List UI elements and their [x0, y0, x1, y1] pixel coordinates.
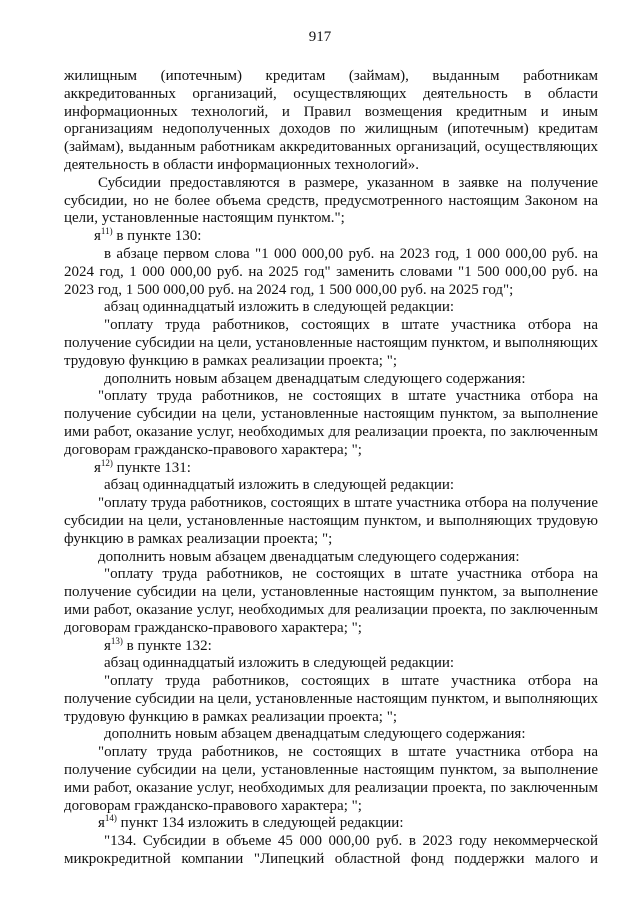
page-number: 917: [308, 29, 332, 45]
item-text: в пункте 130:: [112, 228, 202, 245]
document-body: [64, 68, 598, 869]
item-text: пункте 131:: [112, 459, 191, 476]
list-item-marker: [64, 457, 598, 478]
paragraph: "оплату труда работников, состоящих в штате участника отбора на получение субсидии на цели, установленные настоящим пунктом, и выполняющих трудовую функцию в рамках реализации проекта; ";: [64, 495, 598, 547]
item-number: 11): [100, 226, 113, 237]
paragraph: жилищным (ипотечным) кредитам (займам), выданным работникам аккредитованных организаций, осуществляющих деятельность в области информационных технологий, и Правил возмещения кредитным и иным организациям недополученных доходов по жилищным (ипотечным) кредитам (займам), выданным работникам аккредитованных организаций, осуществляющих деятельность в области информационных технологий».: [64, 68, 598, 173]
list-item-marker: [64, 228, 598, 246]
list-item-marker: [64, 815, 598, 833]
paragraph: в абзаце первом слова "1 000 000,00 руб. на 2023 год, 1 000 000,00 руб. на 2024 год, 1 000 000,00 руб. на 2025 год" заменить словами "1 500 000,00 руб. на 2023 год, 1 500 000,00 руб. на 2024 год, 1 500 000,00 руб. на 2025 год";: [64, 245, 598, 298]
item-letter: я: [98, 815, 105, 832]
paragraph: "оплату труда работников, состоящих в штате участника отбора на получение субсидии на цели, установленные настоящим пунктом, и выполняющих трудовую функцию в рамках реализации проекта; ";: [64, 673, 598, 725]
item-letter: я: [94, 228, 101, 245]
paragraph: абзац одиннадцатый изложить в следующей редакции:: [104, 299, 455, 316]
item-letter: я: [94, 459, 101, 476]
paragraph: "134. Субсидии в объеме 45 000 000,00 руб. в 2023 году некоммерческой микрокредитной компании "Липецкий областной фонд поддержки малого и: [64, 833, 598, 868]
paragraph: дополнить новым абзацем двенадцатым следующего содержания:: [104, 370, 526, 387]
item-text: пункт 134 изложить в следующей редакции:: [116, 815, 404, 832]
paragraph: Субсидии предоставляются в размере, указанном в заявке на получение субсидии, но не более объема средств, предусмотренного настоящим Законом на цели, установленные настоящим пунктом.";: [64, 174, 598, 227]
item-number: 14): [104, 813, 117, 824]
paragraph: абзац одиннадцатый изложить в следующей редакции:: [104, 655, 455, 672]
item-number: 13): [110, 635, 123, 646]
paragraph: "оплату труда работников, состоящих в штате участника отбора на получение субсидии на цели, установленные настоящим пунктом, и выполняющих трудовую функцию в рамках реализации проекта; ";: [64, 317, 598, 369]
paragraph: дополнить новым абзацем двенадцатым следующего содержания:: [104, 726, 526, 743]
item-letter: я: [104, 637, 111, 654]
item-number: 12): [100, 457, 113, 468]
item-text: в пункте 132:: [122, 637, 212, 654]
paragraph: "оплату труда работников, не состоящих в штате участника отбора на получение субсидии на цели, установленные настоящим пунктом, за выполнение ими работ, оказание услуг, необходимых для реализации проекта, по заключенным договорам гражданско-правового характера; ";: [64, 388, 598, 458]
paragraph: дополнить новым абзацем двенадцатым следующего содержания:: [98, 548, 520, 565]
paragraph: абзац одиннадцатый изложить в следующей редакции:: [104, 477, 455, 494]
list-item-marker: [64, 635, 598, 656]
paragraph: "оплату труда работников, не состоящих в штате участника отбора на получение субсидии на цели, установленные настоящим пунктом, за выполнение ими работ, оказание услуг, необходимых для реализации проекта, по заключенным договорам гражданско-правового характера; ";: [64, 566, 598, 636]
paragraph: "оплату труда работников, не состоящих в штате участника отбора на получение субсидии на цели, установленные настоящим пунктом, за выполнение ими работ, оказание услуг, необходимых для реализации проекта, по заключенным договорам гражданско-правового характера; ";: [64, 744, 598, 814]
